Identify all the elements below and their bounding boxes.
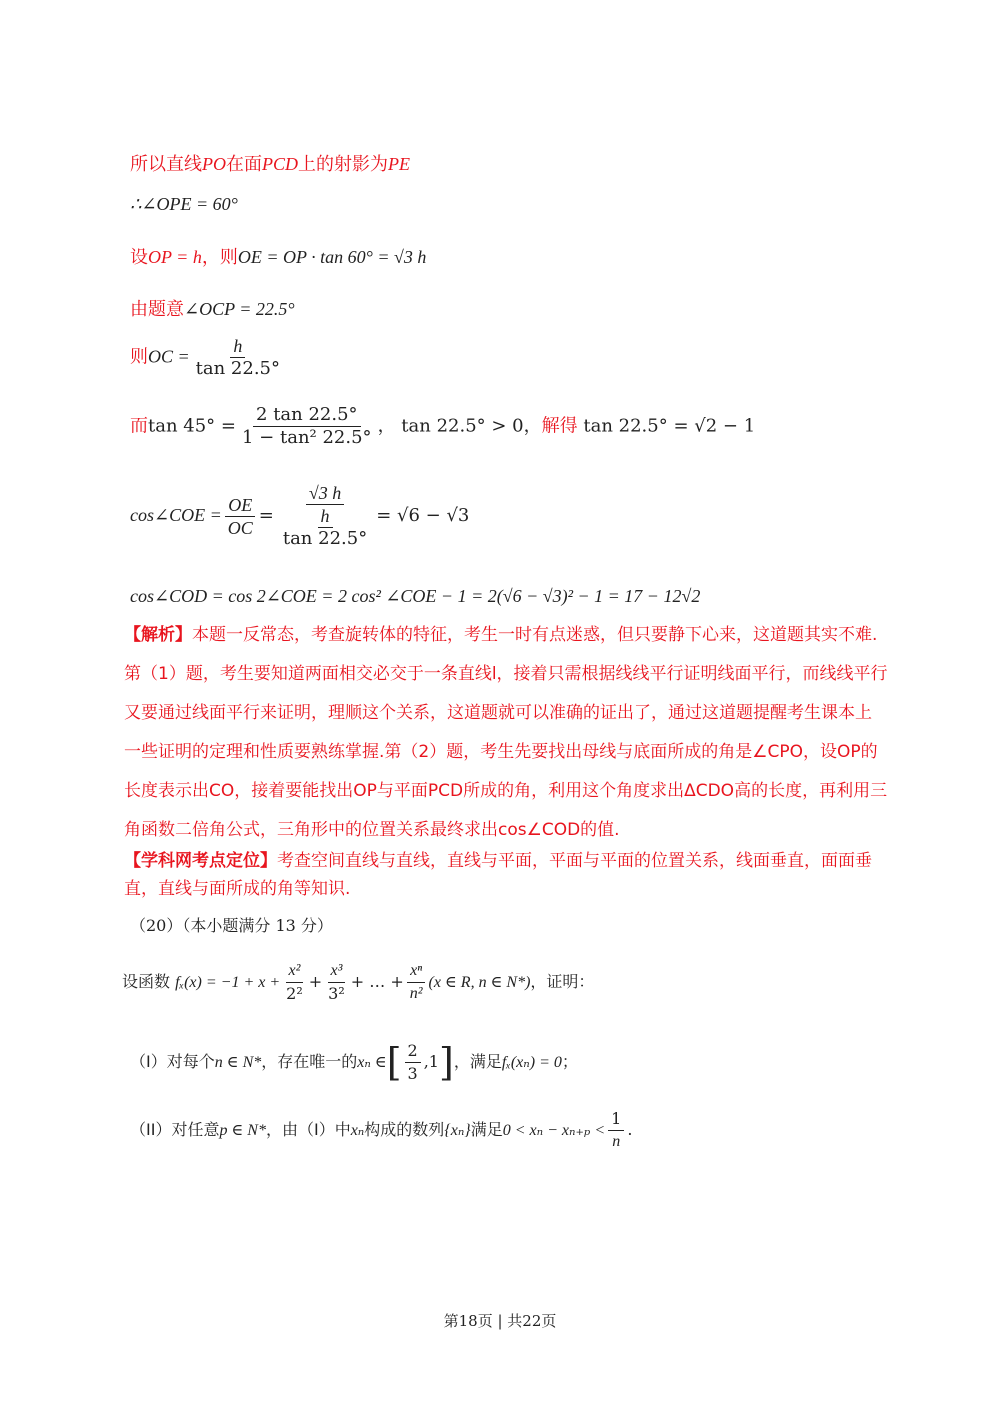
text-segment: 满足 xyxy=(470,1120,503,1139)
math-expr: p ∈ N* xyxy=(219,1122,266,1139)
math-expr: n ∈ N* xyxy=(214,1054,262,1071)
math-expr: = xyxy=(258,505,274,526)
fraction-denominator: tan 22.5° xyxy=(195,358,281,379)
solution-line-5 xyxy=(130,335,286,380)
math-expr: ∠OCP = 22.5° xyxy=(184,299,295,319)
math-expr: (x ∈ R, n ∈ N*) xyxy=(428,974,531,991)
problem-20-part-2 xyxy=(130,1108,632,1153)
text-segment: 在面 xyxy=(226,154,262,175)
fraction xyxy=(608,1108,624,1153)
right-bracket-icon: ] xyxy=(438,1040,454,1085)
math-var: PCD xyxy=(262,154,298,174)
math-expr: xₙ xyxy=(350,1122,365,1139)
fraction xyxy=(405,1040,421,1085)
math-expr: tan 45° = xyxy=(148,415,236,437)
fraction-numerator: 2 xyxy=(405,1040,421,1063)
math-expr: + … + xyxy=(350,972,404,991)
text-segment: ，证明： xyxy=(530,972,595,991)
problem-20-part-1 xyxy=(130,1040,578,1085)
text-segment: 上的射影为 xyxy=(298,154,388,175)
solution-line-6 xyxy=(130,404,755,449)
fraction-denominator: tan 22.5° xyxy=(282,528,368,549)
fraction-numerator: h xyxy=(230,335,245,358)
fraction-numerator: √3 h xyxy=(306,482,344,505)
location-body: 考查空间直线与直线，直线与平面，平面与平面的位置关系，线面垂直，面面垂直，直线与面所成的角等知识. xyxy=(124,851,872,899)
fraction xyxy=(283,960,306,1005)
analysis-paragraph xyxy=(124,616,888,850)
math-expr: OP = h xyxy=(148,247,202,267)
fraction-denominator xyxy=(277,505,373,550)
math-expr: = √6 − √3 xyxy=(376,505,470,526)
text-segment: 构成的数列 xyxy=(364,1120,445,1139)
page-footer: 第18页 | 共22页 xyxy=(443,1312,557,1330)
fraction-denominator: 1 − tan² 22.5° xyxy=(242,427,372,448)
math-expr: 0 < xₙ − xₙ₊ₚ < xyxy=(502,1122,606,1139)
math-expr: fₓ(xₙ) = 0 xyxy=(501,1054,562,1071)
fraction-numerator: x² xyxy=(286,960,304,983)
text-segment: 所以直线 xyxy=(130,154,202,175)
solution-line-1 xyxy=(130,152,410,177)
fraction-denominator: OC xyxy=(227,517,253,538)
solution-line-3 xyxy=(130,245,426,270)
fraction-numerator: 1 xyxy=(608,1108,624,1131)
analysis-body: 本题一反常态，考查旋转体的特征，考生一时有点迷惑，但只要静下心来，这道题其实不难.第（1）题，考生要知道两面相交必交于一条直线l，接着只需根据线线平行证明线面平行，而线线平行又要通过线面平行来证明，理顺这个关系，这道题就可以准确的证出了，通过这道题提醒考生课本上一些证明的定理和性质要熟练掌握.第（2）题，考生先要找出母线与底面所成的角是∠CPO，设OP的长度表示出CO，接着要能找出OP与平面PCD所成的角，利用这个角度求出ΔCDO高的长度，再利用三角函数二倍角公式，三角形中的位置关系最终求出cos∠COD的值. xyxy=(124,625,888,840)
solution-line-8: cos∠COD = cos 2∠COE = 2 cos² ∠COE − 1 = 2(√6 − √3)² − 1 = 17 − 12√2 xyxy=(130,586,701,606)
text-segment: ，则 xyxy=(201,247,238,268)
location-paragraph xyxy=(124,847,888,903)
left-bracket-icon: [ xyxy=(386,1040,402,1085)
text-segment: 而 xyxy=(130,415,148,437)
math-expr: {xₙ} xyxy=(444,1122,471,1139)
fraction-numerator: x³ xyxy=(328,960,346,983)
fraction-denominator: 3 xyxy=(407,1064,418,1083)
solution-line-7 xyxy=(130,482,469,550)
fraction-denominator: n xyxy=(612,1133,621,1150)
text-segment: （II）对任意 xyxy=(130,1120,220,1139)
fraction xyxy=(325,960,348,1005)
compound-fraction xyxy=(277,482,373,550)
text-segment: 解得 xyxy=(541,415,578,437)
text-segment: ，满足 xyxy=(453,1052,502,1071)
problem-20-header: （20）（本小题满分 13 分） xyxy=(130,916,333,935)
math-expr: cos∠COE = xyxy=(130,505,222,525)
math-var: PO xyxy=(202,154,226,174)
problem-20-definition: 设函数 fₓ(x) = −1 + x + $\frac{\text{x²}}{\text{2²}}$ + $\frac{\text{x³}}{\text{3²}}$ + … + $\frac{\text{xⁿ}}{\text{n²}}$ (x ∈ R, n ∈ N*)，证明： xyxy=(122,962,595,1003)
text-segment: 设 xyxy=(130,247,148,268)
math-expr: ， tan 22.5° > 0， xyxy=(377,415,542,437)
solution-line-2: ∴∠OPE = 60° xyxy=(130,194,238,214)
math-expr: ,1 xyxy=(423,1052,439,1071)
fraction xyxy=(407,960,426,1005)
text-segment: （I）对每个 xyxy=(130,1052,215,1071)
math-var: PE xyxy=(388,154,410,174)
fraction-numerator: h xyxy=(318,505,333,528)
analysis-label: 【解析】 xyxy=(124,625,192,645)
math-expr: . xyxy=(627,1120,633,1139)
math-expr: xₙ ∈ xyxy=(357,1054,387,1071)
math-expr: OC = xyxy=(148,346,190,367)
text-segment: 由题意 xyxy=(130,299,184,320)
math-expr: tan 22.5° = √2 − 1 xyxy=(583,415,756,437)
fraction-denominator: n² xyxy=(409,985,423,1002)
fraction-denominator: 3² xyxy=(328,984,345,1003)
math-expr: fₓ(x) = −1 + x + xyxy=(175,974,281,991)
text-segment: ，由（I）中 xyxy=(265,1120,351,1139)
text-segment: ； xyxy=(561,1052,578,1071)
solution-line-4 xyxy=(130,297,295,322)
fraction xyxy=(225,494,256,539)
fraction xyxy=(239,404,375,449)
location-label: 【学科网考点定位】 xyxy=(124,851,277,871)
fraction-denominator: 2² xyxy=(286,984,303,1003)
math-expr: OE = OP · tan 60° = √3 h xyxy=(237,247,427,267)
text-segment: 则 xyxy=(130,346,148,368)
text-segment: ，存在唯一的 xyxy=(261,1052,358,1071)
text-segment: 设函数 xyxy=(122,972,171,991)
inner-fraction xyxy=(280,505,370,550)
fraction-numerator: xⁿ xyxy=(407,960,425,983)
fraction xyxy=(193,335,283,380)
fraction-numerator: OE xyxy=(225,494,255,517)
fraction-numerator: 2 tan 22.5° xyxy=(253,404,361,427)
